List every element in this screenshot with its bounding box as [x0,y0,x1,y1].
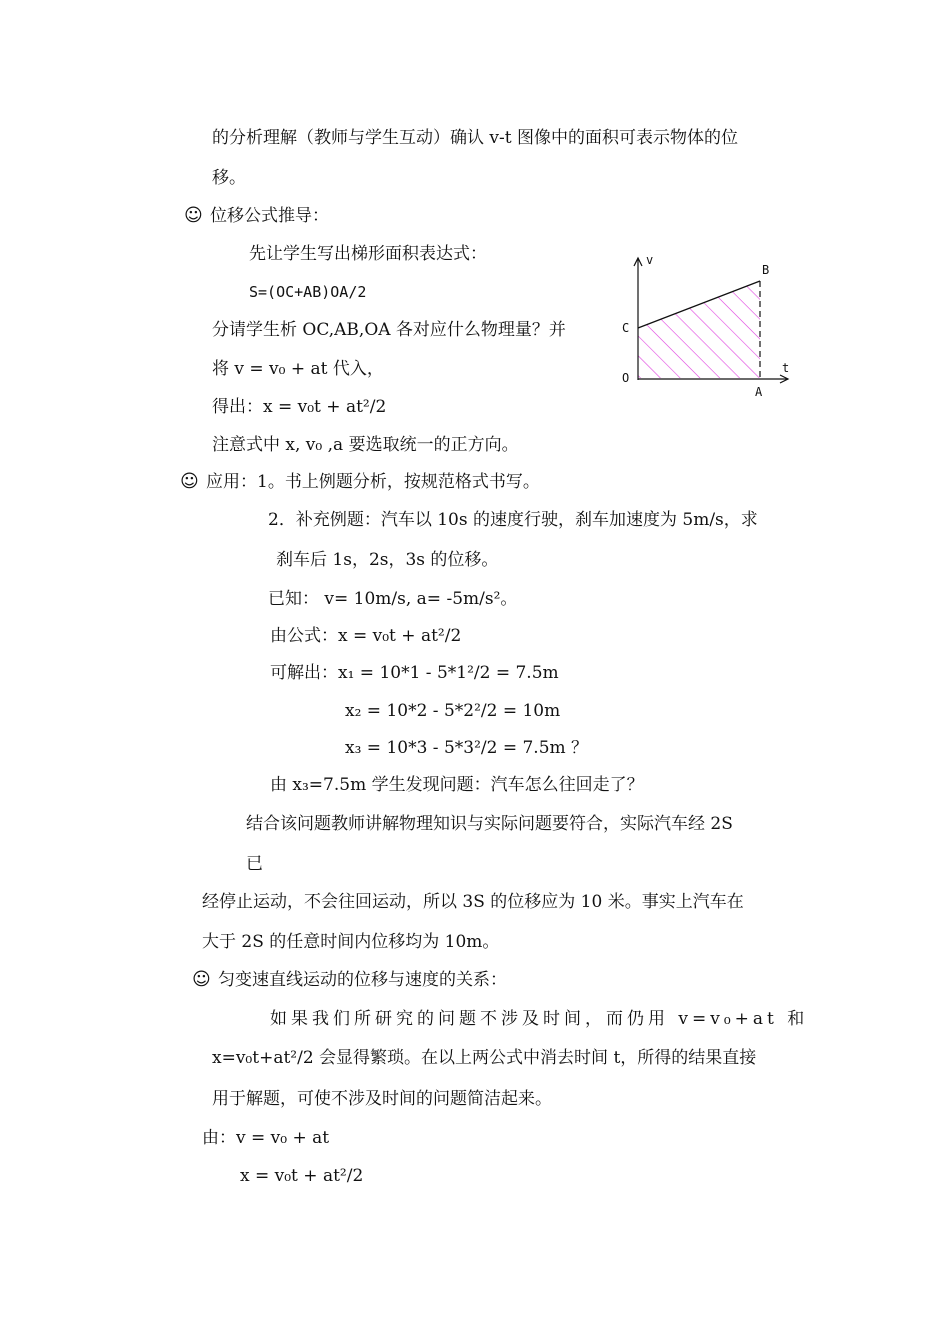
text-line: 已 [246,854,263,874]
text-line: 可解出：x₁ = 10*1 - 5*1²/2 = 7.5m [270,663,559,683]
text-line: 将 v = v₀ + at 代入， [212,359,384,379]
text-line: 已知： v= 10m/s, a= -5m/s²。 [268,589,518,609]
text-line: 由：v = v₀ + at [202,1128,330,1148]
text-line: 先让学生写出梯形面积表达式： [249,244,487,264]
text-line: 的分析理解（教师与学生互动）确认 v-t 图像中的面积可表示物体的位 [212,128,738,148]
point-a-label: A [755,385,763,399]
text-line: 移。 [212,168,246,188]
text-line: 注意式中 x, v₀ ,a 要选取统一的正方向。 [212,435,519,455]
smiley-icon: ☺ [184,205,203,226]
text-line: 2．补充例题：汽车以 10s 的速度行驶，刹车加速度为 5m/s，求 [268,510,758,530]
text-line: x = v₀t + at²/2 [240,1166,364,1186]
t-axis-label: t [782,361,790,375]
text-line: x₃ = 10*3 - 5*3²/2 = 7.5m ？ [345,738,589,758]
text-line: 刹车后 1s，2s，3s 的位移。 [276,550,499,570]
text-line: 结合该问题教师讲解物理知识与实际问题要符合，实际汽车经 2S [246,814,733,834]
text-line: 分请学生析 OC,AB,OA 各对应什么物理量？并 [212,320,566,340]
smiley-icon: ☺ [180,471,199,492]
section-heading: ☺ 位移公式推导： [184,205,329,226]
text-line: 如果我们所研究的问题不涉及时间，而仍用 v=v₀+at 和 [270,1009,809,1029]
shaded-area [638,281,760,378]
text-line: 得出：x = v₀t + at²/2 [212,397,387,417]
text-line: x=v₀t+at²/2 会显得繁琐。在以上两公式中消去时间 t，所得的结果直接 [212,1048,757,1068]
text-line: 经停止运动，不会往回运动，所以 3S 的位移应为 10 米。事实上汽车在 [202,892,744,912]
point-b-label: B [762,263,770,277]
vt-graph-figure [612,250,802,400]
section-heading: ☺ 匀变速直线运动的位移与速度的关系： [192,969,507,990]
smiley-icon: ☺ [192,969,211,990]
origin-label: O [622,371,630,385]
point-c-label: C [622,321,630,335]
text-line: 由 x₃=7.5m 学生发现问题：汽车怎么往回走了？ [270,775,644,795]
section-heading: ☺ 应用：1。书上例题分析，按规范格式书写。 [180,471,540,492]
text-line: 用于解题，可使不涉及时间的问题简洁起来。 [212,1089,552,1109]
v-axis-label: v [646,253,654,267]
formula: S=(OC+AB)OA/2 [249,283,367,301]
text-line: x₂ = 10*2 - 5*2²/2 = 10m [345,701,561,721]
text-line: 由公式：x = v₀t + at²/2 [270,626,462,646]
text-line: 大于 2S 的任意时间内位移均为 10m。 [202,932,500,952]
